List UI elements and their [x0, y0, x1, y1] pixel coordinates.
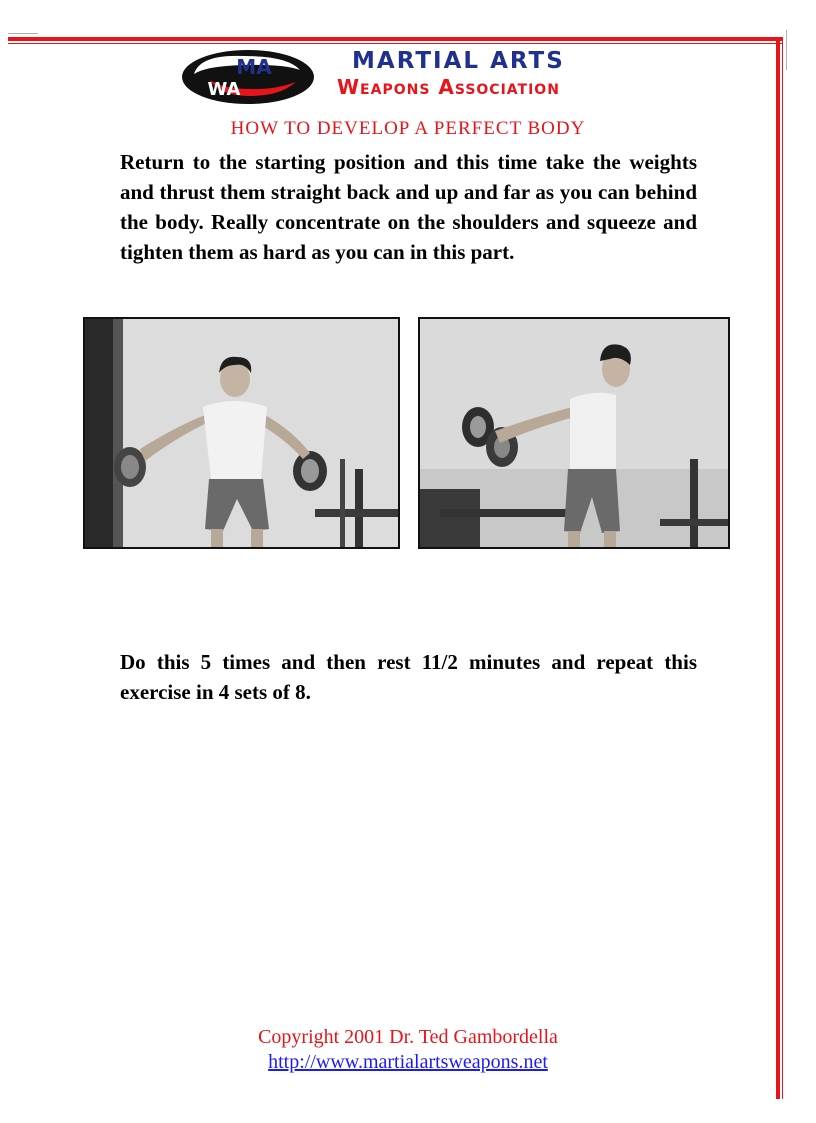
page-border-right-inner — [782, 37, 783, 1099]
logo-line-martial-arts: MARTIAL ARTS — [352, 48, 565, 74]
website-link[interactable]: http://www.martialartsweapons.net — [268, 1051, 548, 1073]
logo-line-weapons-association: Weapons Association — [337, 75, 560, 99]
page-title: HOW TO DEVELOP A PERFECT BODY — [230, 118, 586, 139]
page-border-accent — [8, 33, 38, 34]
page-border-right — [776, 37, 780, 1099]
footer-copyright: Copyright 2001 Dr. Ted Gambordella — [258, 1026, 558, 1048]
exercise-photo-side — [418, 317, 730, 549]
instruction-paragraph: Return to the starting position and this time take the weights and thrust them straight back and up and far as you can behind the body. Really concentrate on the shoulders and squeeze and tighten them as hard as you can in this part. — [120, 150, 697, 264]
page-border-top-inner — [8, 43, 783, 44]
logo-mark-top: MA — [236, 55, 272, 79]
logo-mark-bottom: WA — [207, 79, 241, 100]
association-logo — [180, 48, 640, 108]
mawa-logo-mark — [180, 48, 320, 106]
page-border-top — [8, 37, 783, 41]
page-border-accent-right — [786, 30, 787, 70]
repetition-paragraph: Do this 5 times and then rest 11/2 minutes and repeat this exercise in 4 sets of 8. — [120, 650, 697, 704]
exercise-photo-front — [83, 317, 400, 549]
